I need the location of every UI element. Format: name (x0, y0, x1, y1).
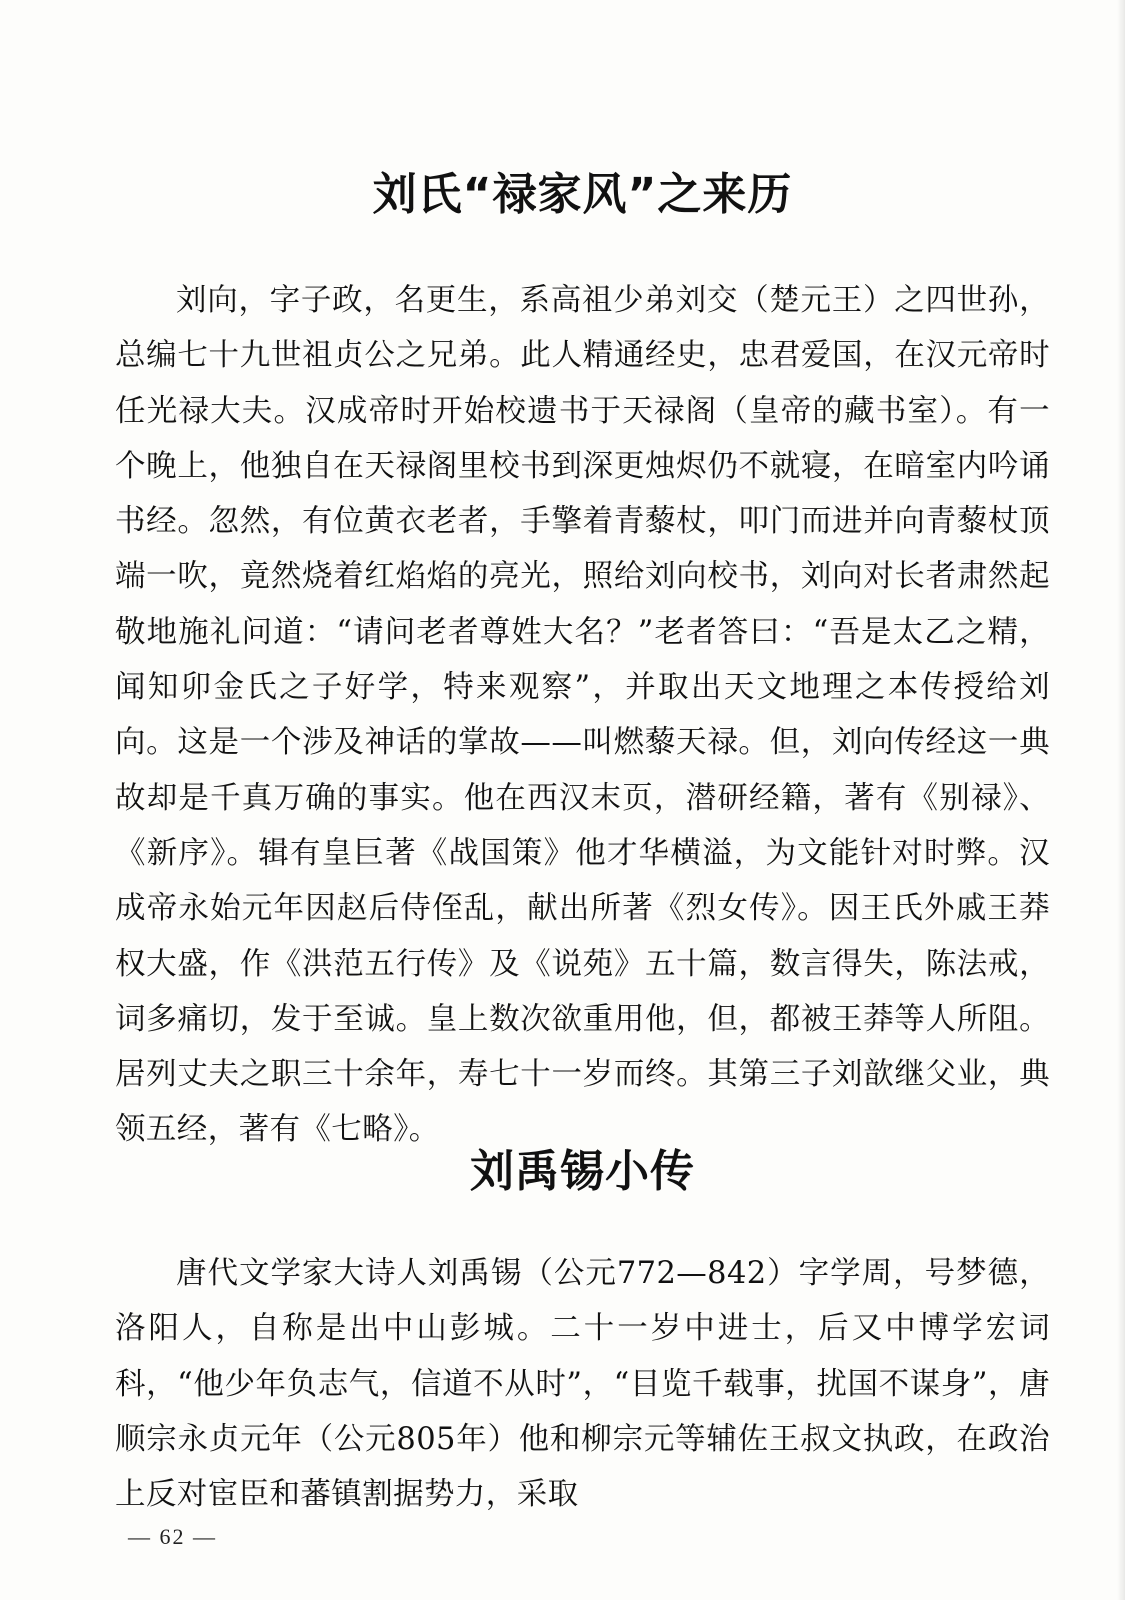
page-number: — 62 — (128, 1524, 217, 1549)
page-edge-shadow (1117, 0, 1125, 1600)
article-body: 刘向，字子政，名更生，系高祖少弟刘交（楚元王）之四世孙，总编七十九世祖贞公之兄弟。此人精通经史，忠君爱国，在汉元帝时任光禄大夫。汉成帝时开始校遗书于天禄阁（皇帝的藏书室）。有一个晚上，他独自在天禄阁里校书到深更烛烬仍不就寝，在暗室内吟诵书经。忽然，有位黄衣老者，手擎着青藜杖，叩门而进并向青藜杖顶端一吹，竟然烧着红焰焰的亮光，照给刘向校书，刘向对长者肃然起敬地施礼问道：“请问老者尊姓大名？”老者答曰：“吾是太乙之精，闻知卯金氏之子好学，特来观察”，并取出天文地理之本传授给刘向。这是一个涉及神话的掌故——叫燃藜天禄。但，刘向传经这一典故却是千真万确的事实。他在西汉末页，潜研经籍，著有《别禄》、《新序》。辑有皇巨著《战国策》他才华横溢，为文能针对时弊。汉成帝永始元年因赵后侍侄乱，献出所著《烈女传》。因王氏外戚王莽权大盛，作《洪范五行传》及《说苑》五十篇，数言得失，陈法戒，词多痛切，发于至诚。皇上数次欲重用他，但，都被王莽等人所阻。居列丈夫之职三十余年，寿七十一岁而终。其第三子刘歆继父业，典领五经，著有《七略》。 (115, 283, 1050, 1148)
article-title: 刘禹锡小传 (470, 1146, 695, 1197)
article-body: 唐代文学家大诗人刘禹锡（公元772—842）字学周，号梦德，洛阳人，自称是出中山彭城。二十一岁中进士，后又中博学宏词科，“他少年负志气，信道不从时”，“目览千载事，扰国不谋身”，唐顺宗永贞元年（公元805年）他和柳宗元等辅佐王叔文执政，在政治上反对宦臣和蕃镇割据势力，采取 (115, 1256, 1050, 1513)
article-title: 刘氏“禄家风”之来历 (372, 169, 793, 220)
article-liu-family-tradition (115, 165, 1050, 1158)
article-liu-yuxi-biography (115, 1142, 1050, 1522)
